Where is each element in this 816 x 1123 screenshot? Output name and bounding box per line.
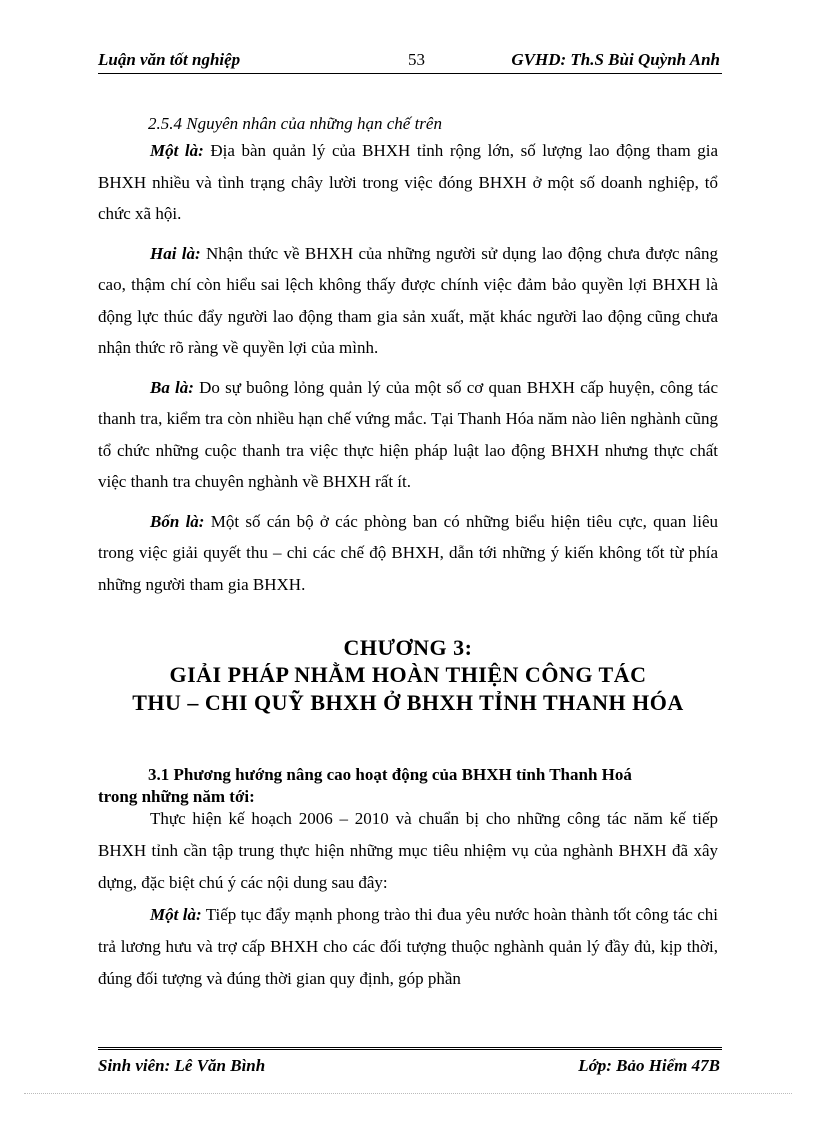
advisor-name: GVHD: Th.S Bùi Quỳnh Anh (511, 50, 720, 69)
body-section-31 (98, 803, 718, 995)
intro-paragraph: Thực hiện kế hoạch 2006 – 2010 và chuẩn bị cho những công tác năm kế tiếp BHXH tỉnh cần tập trung thực hiện những mục tiêu nhiệm vụ của nghành BHXH đã xây dựng, đặc biệt chú ý các nội dung sau đây: (98, 809, 718, 892)
chapter-title-line-2: THU – CHI QUỸ BHXH Ở BHXH TỈNH THANH HÓA (132, 690, 684, 715)
direction-text-1: Tiếp tục đẩy mạnh phong trào thi đua yêu nước hoàn thành tốt công tác chi trả lương hưu và trợ cấp BHXH cho các đối tượng thuộc nghành quản lý đầy đủ, kịp thời, đúng đối tượng và đúng thời gian quy định, góp phần (98, 905, 718, 988)
page-header (98, 50, 720, 72)
page-bottom-border (24, 1093, 792, 1094)
cause-text-1: Địa bàn quản lý của BHXH tỉnh rộng lớn, số lượng lao động tham gia BHXH nhiều và tình trạng chây lười trong việc đóng BHXH ở một số doanh nghiệp, tổ chức xã hội. (98, 141, 718, 223)
cause-label-3: Ba là: (150, 377, 194, 397)
direction-paragraph-1 (98, 899, 718, 995)
cause-paragraph-4 (98, 506, 718, 601)
page-number: 53 (408, 50, 425, 69)
direction-label-1: Một là: (150, 905, 202, 924)
chapter-number: CHƯƠNG 3: (343, 635, 473, 660)
cause-label-2: Hai là: (150, 243, 201, 263)
section-heading-31 (98, 764, 718, 808)
thesis-title: Luận văn tốt nghiệp (98, 50, 241, 69)
cause-text-2: Nhận thức về BHXH của những người sử dụng lao động chưa được nâng cao, thậm chí còn hiểu sai lệch không thấy được chính việc đảm bảo quyền lợi BHXH là động lực thúc đẩy người lao động tham gia sản xuất, mặt khác người lao động cũng chưa nhận thức rõ ràng về quyền lợi của mình. (98, 243, 718, 357)
page-footer (98, 1056, 720, 1078)
section-heading-31-line-2: trong những năm tới: (98, 787, 255, 806)
student-name: Sinh viên: Lê Văn Bình (98, 1056, 266, 1075)
cause-label-1: Một là: (150, 141, 204, 160)
cause-label-4: Bốn là: (150, 511, 205, 531)
header-rule (98, 73, 722, 74)
section-heading-31-line-1: 3.1 Phương hướng nâng cao hoạt động của BHXH tỉnh Thanh Hoá (148, 765, 632, 784)
cause-paragraph-2 (98, 238, 718, 364)
class-name: Lớp: Bảo Hiểm 47B (578, 1056, 720, 1075)
cause-text-3: Do sự buông lỏng quản lý của một số cơ quan BHXH cấp huyện, công tác thanh tra, kiểm tra còn nhiều hạn chế vứng mắc. Tại Thanh Hóa năm nào liên nghành cũng tổ chức những cuộc thanh tra việc thực hiện pháp luật lao động BHXH nhưng thực chất việc thanh tra chuyên nghành về BHXH rất ít. (98, 377, 718, 491)
cause-paragraph-1 (98, 135, 718, 230)
chapter-title-line-1: GIẢI PHÁP NHẰM HOÀN THIỆN CÔNG TÁC (169, 662, 647, 687)
body-section-254 (98, 96, 718, 600)
cause-text-4: Một số cán bộ ở các phòng ban có những biểu hiện tiêu cực, quan liêu trong việc giải quyết thu – chi các chế độ BHXH, dẫn tới những ý kiến không tốt từ phía những người tham gia BHXH. (98, 511, 718, 594)
footer-rule (98, 1047, 722, 1050)
subsection-heading-254: 2.5.4 Nguyên nhân của những hạn chế trên (148, 114, 442, 133)
cause-paragraph-3 (98, 372, 718, 498)
